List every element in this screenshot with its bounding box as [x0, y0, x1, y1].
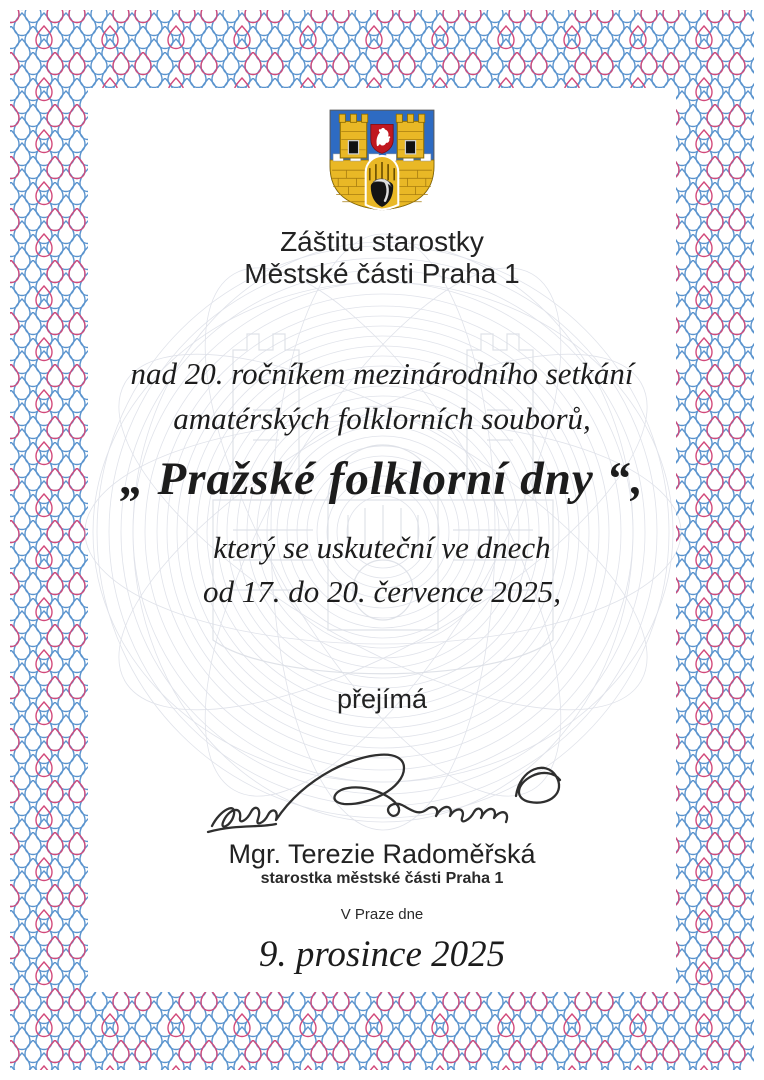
issue-date: 9. prosince 2025: [258, 934, 506, 975]
place-label: V Praze dne: [340, 906, 424, 923]
patronage-heading-line2: Městské části Praha 1: [244, 258, 520, 289]
body-line1: nad 20. ročníkem mezinárodního setkání: [130, 356, 634, 391]
signature: [198, 744, 582, 852]
signer-name: Mgr. Terezie Radoměřská: [228, 839, 536, 869]
body-line2: amatérských folklorních souborů,: [173, 401, 591, 436]
body-line3: který se uskuteční ve dnech: [213, 530, 551, 565]
signer-title: starostka městské části Praha 1: [260, 870, 504, 887]
event-name: „ Pražské folklorní dny “,: [120, 453, 644, 505]
patronage-heading-line1: Záštitu starostky: [280, 226, 484, 257]
body-line4: od 17. do 20. července 2025,: [202, 574, 562, 609]
accepts-word: přejímá: [336, 684, 428, 714]
prague-coat-of-arms-icon: [326, 106, 438, 214]
